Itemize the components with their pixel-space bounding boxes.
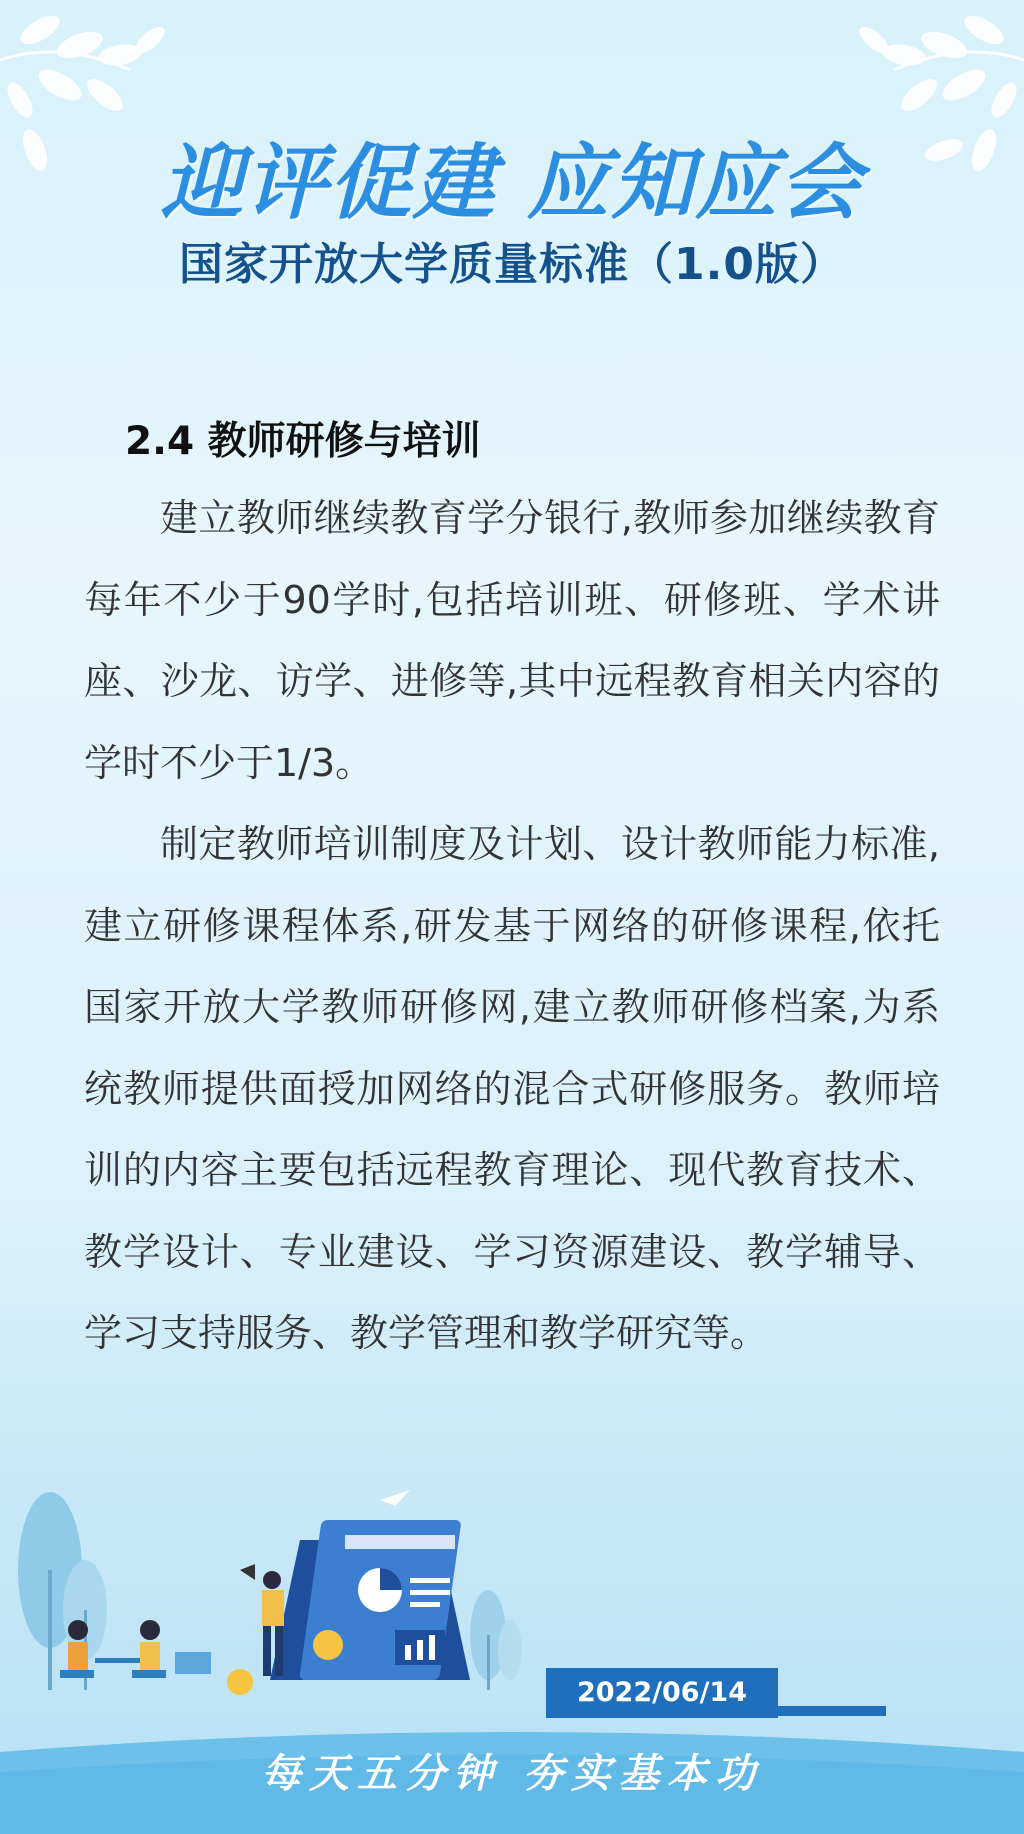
page-title: 迎评促建 应知应会	[160, 135, 864, 231]
section-body	[84, 478, 940, 1375]
section-heading: 2.4 教师研修与培训	[125, 419, 481, 464]
tree-icon	[470, 1590, 522, 1690]
coin-icon	[313, 1630, 343, 1660]
screen-icon	[270, 1520, 470, 1680]
paper-plane-icon	[380, 1490, 410, 1506]
slogan: 每天五分钟 夯实基本功	[261, 1750, 763, 1797]
page-subtitle: 国家开放大学质量标准（1.0版）	[179, 239, 845, 290]
paragraph: 建立教师继续教育学分银行,教师参加继续教育每年不少于90学时,包括培训班、研修班、学术讲座、沙龙、访学、进修等,其中远程教育相关内容的学时不少于1/3。	[84, 496, 940, 785]
laptop-icon	[175, 1652, 211, 1674]
date-badge: 2022/06/14	[546, 1668, 778, 1718]
teaching-illustration	[0, 1460, 1024, 1730]
paragraph: 制定教师培训制度及计划、设计教师能力标准,建立研修课程体系,研发基于网络的研修课程,依托国家开放大学教师研修网,建立教师研修档案,为系统教师提供面授加网络的混合式研修服务。教师培训的内容主要包括远程教育理论、现代教育技术、教学设计、专业建设、学习资源建设、教学辅导、学习支持服务、教学管理和教学研究等。	[84, 822, 940, 1355]
coin-icon	[227, 1669, 253, 1695]
student-icon	[132, 1620, 211, 1678]
presenter-icon	[240, 1564, 284, 1676]
tree-icon	[18, 1492, 107, 1690]
